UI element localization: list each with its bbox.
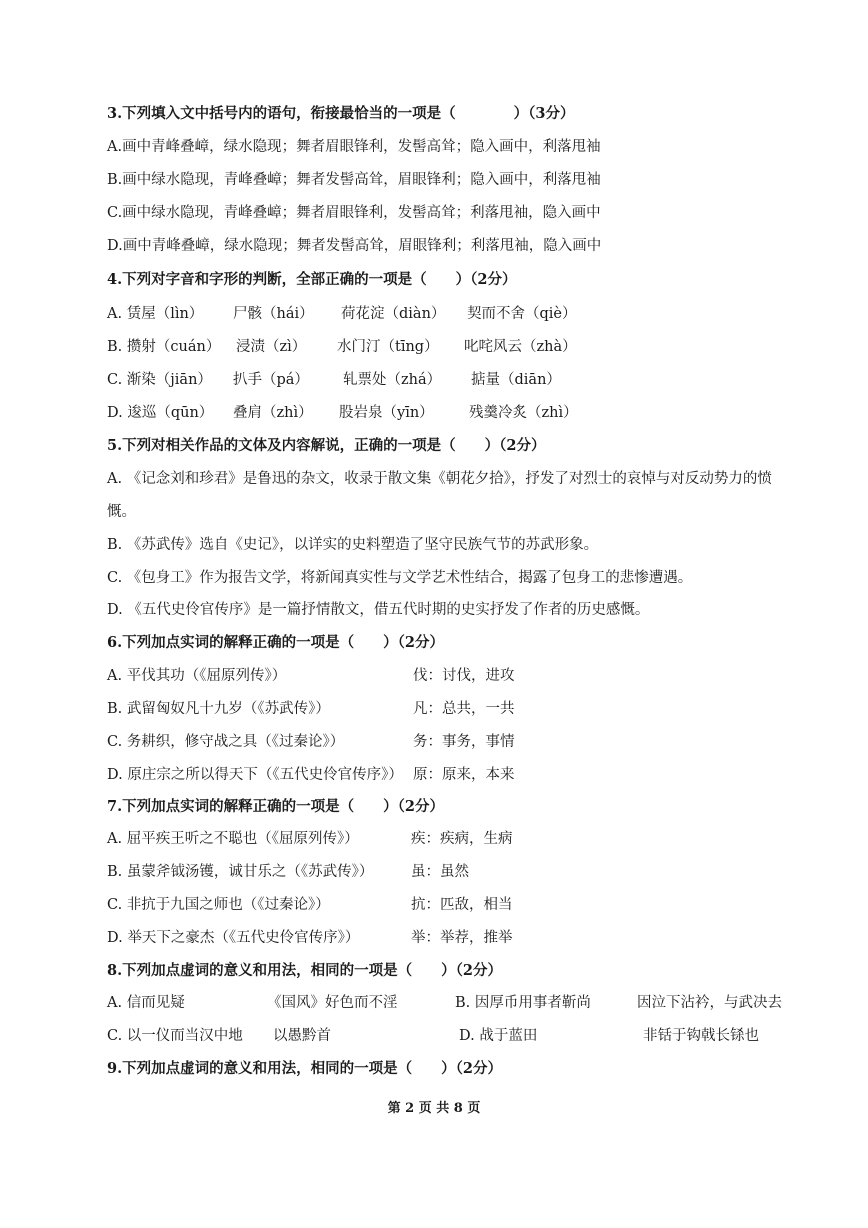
q4-a-4: 契而不舍（qiè） bbox=[467, 306, 577, 322]
q6-a-gloss: 伐：讨伐，进攻 bbox=[413, 668, 515, 684]
q8-a-2: 《国风》好色而不淫 bbox=[267, 995, 398, 1011]
q4-a-1: A. 赁屋（lìn） bbox=[107, 306, 204, 322]
q4-d-4: 残羹冷炙（zhì） bbox=[469, 405, 578, 421]
question-5-option-d: D. 《五代史伶官传序》是一篇抒情散文，借五代时期的史实抒发了作者的历史感慨。 bbox=[107, 602, 650, 618]
q4-a-3: 荷花淀（diàn） bbox=[341, 306, 446, 322]
q4-b-3: 水门汀（tīng） bbox=[337, 339, 439, 355]
question-3-title: 3.下列填入文中括号内的语句，衔接最恰当的一项是（ ）（3分） bbox=[107, 105, 575, 122]
q7-b-gloss: 虽：虽然 bbox=[411, 864, 469, 880]
q4-c-4: 掂量（diān） bbox=[471, 372, 561, 388]
question-5-option-b: B. 《苏武传》选自《史记》，以详实的史料塑造了坚守民族气节的苏武形象。 bbox=[107, 537, 599, 553]
q8-c-1: C. 以一仪而当汉中地 bbox=[107, 1028, 243, 1044]
q8-b-1: B. 因厚币用事者靳尚 bbox=[455, 995, 591, 1011]
q4-d-2: 叠肩（zhì） bbox=[233, 405, 313, 421]
q4-c-3: 轧票处（zhá） bbox=[343, 372, 442, 388]
question-5-title: 5.下列对相关作品的文体及内容解说，正确的一项是（ ）（2分） bbox=[107, 437, 546, 454]
q7-a-gloss: 疾：疾病，生病 bbox=[411, 831, 513, 847]
question-6-title: 6.下列加点实词的解释正确的一项是（ ）（2分） bbox=[107, 634, 444, 651]
q4-a-2: 尸骸（hái） bbox=[233, 306, 314, 322]
page-number-footer: 第 2 页 共 8 页 bbox=[387, 1101, 481, 1116]
q7-d-sentence: D. 举天下之豪杰（《五代史伶官传序》） bbox=[107, 930, 360, 946]
q6-b-gloss: 凡：总共，一共 bbox=[413, 701, 515, 717]
question-8-title: 8.下列加点虚词的意义和用法，相同的一项是（ ）（2分） bbox=[107, 962, 502, 979]
question-5-option-c: C. 《包身工》作为报告文学，将新闻真实性与文学艺术性结合，揭露了包身工的悲惨遭遇。 bbox=[107, 570, 693, 586]
question-3-option-c: C.画中绿水隐现，青峰叠嶂；舞者眉眼锋利，发髻高耸；利落甩袖，隐入画中 bbox=[107, 205, 601, 221]
q8-d-2: 非铦于钩戟长铩也 bbox=[643, 1028, 759, 1044]
q4-b-1: B. 攒射（cuán） bbox=[107, 339, 221, 355]
q4-d-3: 股岩泉（yīn） bbox=[339, 405, 434, 421]
q4-c-1: C. 渐染（jiān） bbox=[107, 372, 212, 388]
q4-b-2: 浸渍（zì） bbox=[236, 339, 307, 355]
q6-a-sentence: A. 平伐其功（《屈原列传》） bbox=[107, 668, 287, 684]
q6-c-sentence: C. 务耕织，修守战之具（《过秦论》） bbox=[107, 734, 345, 750]
q6-d-sentence: D. 原庄宗之所以得天下（《五代史伶官传序》） bbox=[107, 767, 403, 783]
question-4-title: 4.下列对字音和字形的判断，全部正确的一项是（ ）（2分） bbox=[107, 271, 517, 288]
q7-c-sentence: C. 非抗于九国之师也（《过秦论》） bbox=[107, 897, 330, 913]
question-7-title: 7.下列加点实词的解释正确的一项是（ ）（2分） bbox=[107, 798, 444, 815]
q6-b-sentence: B. 武留匈奴凡十九岁（《苏武传》） bbox=[107, 701, 330, 717]
q8-d-1: D. 战于蓝田 bbox=[459, 1028, 538, 1044]
q7-d-gloss: 举：举荐，推举 bbox=[411, 930, 513, 946]
q4-c-2: 扒手（pá） bbox=[233, 372, 309, 388]
q6-c-gloss: 务：事务，事情 bbox=[413, 734, 515, 750]
q4-b-4: 叱咤风云（zhà） bbox=[464, 339, 577, 355]
q7-b-sentence: B. 虽蒙斧钺汤镬，诚甘乐之（《苏武传》） bbox=[107, 864, 374, 880]
question-9-title: 9.下列加点虚词的意义和用法，相同的一项是（ ）（2分） bbox=[107, 1060, 502, 1077]
q7-a-sentence: A. 屈平疾王听之不聪也（《屈原列传》） bbox=[107, 831, 359, 847]
question-3-option-d: D.画中青峰叠嶂，绿水隐现；舞者发髻高耸，眉眼锋利；利落甩袖，隐入画中 bbox=[107, 238, 602, 254]
q7-c-gloss: 抗：匹敌，相当 bbox=[411, 897, 513, 913]
q4-d-1: D. 逡巡（qūn） bbox=[107, 405, 214, 421]
q8-c-2: 以愚黔首 bbox=[273, 1028, 331, 1044]
question-3-option-b: B.画中绿水隐现，青峰叠嶂；舞者发髻高耸，眉眼锋利；隐入画中，利落甩袖 bbox=[107, 172, 601, 188]
q8-b-2: 因泣下沾衿，与武决去 bbox=[637, 995, 782, 1011]
question-5-option-a-cont: 慨。 bbox=[107, 504, 136, 520]
question-3-option-a: A.画中青峰叠嶂，绿水隐现；舞者眉眼锋利，发髻高耸；隐入画中，利落甩袖 bbox=[107, 139, 601, 155]
q8-a-1: A. 信而见疑 bbox=[107, 995, 185, 1011]
q6-d-gloss: 原：原来，本来 bbox=[413, 767, 515, 783]
question-5-option-a: A. 《记念刘和珍君》是鲁迅的杂文，收录于散文集《朝花夕拾》，抒发了对烈士的哀悼与对反动势力的愤 bbox=[107, 471, 772, 487]
